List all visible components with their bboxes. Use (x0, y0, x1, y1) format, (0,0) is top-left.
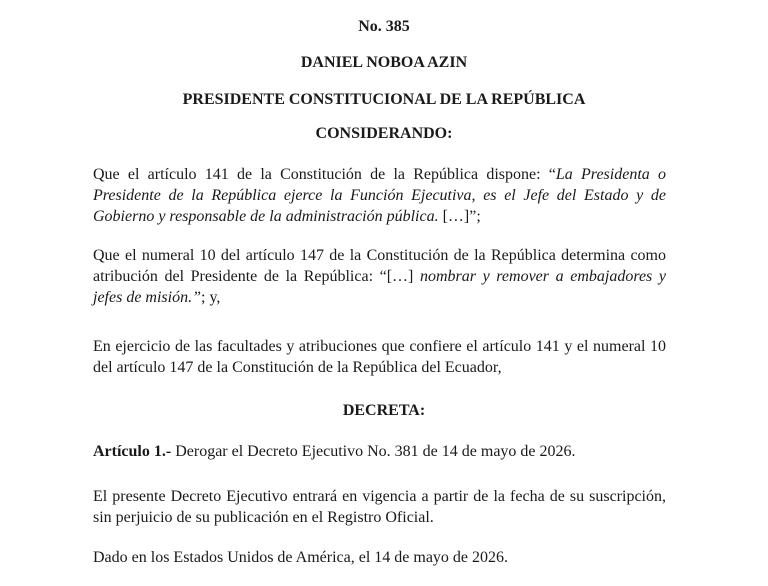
president-name: DANIEL NOBOA AZIN (300, 54, 468, 71)
paragraph-article-141 (93, 164, 666, 227)
paragraph-quote-open: “[…] (379, 268, 420, 285)
paragraph-tail: ; y, (201, 289, 221, 306)
paragraph-text: Que el artículo 141 de la Constitución de la República dispone: “ (93, 166, 556, 183)
article-text: Derogar el Decreto Ejecutivo No. 381 de 14 de mayo de 2026. (171, 443, 576, 460)
president-title: PRESIDENTE CONSTITUCIONAL DE LA REPÚBLICA (182, 91, 586, 108)
decree-number: No. 385 (358, 18, 410, 35)
article-1 (93, 441, 666, 462)
given-in: Dado en los Estados Unidos de América, el 14 de mayo de 2026. (93, 549, 509, 566)
paragraph-article-147 (93, 245, 666, 308)
paragraph-tail: […]”; (438, 208, 481, 225)
paragraph-quote: nombrar y remover a embajadores y jefes de misión.” (93, 268, 666, 306)
paragraph-exercise: En ejercicio de las facultades y atribuciones que confiere el artículo 141 y el numeral 10 del artículo 147 de la Constitución de la República del Ecuador, (93, 338, 666, 376)
paragraph-text: Que el numeral 10 del artículo 147 de la Constitución de la República determina como atribución del Presidente de la República: (93, 247, 666, 285)
paragraph-quote: La Presidenta o Presidente de la República ejerce la Función Ejecutiva, es el Jefe del Estado y de Gobierno y responsable de la administración pública. (93, 166, 666, 225)
decree-heading: DECRETA: (342, 402, 426, 419)
article-label: Artículo 1.- (93, 443, 172, 460)
paragraph-effect: El presente Decreto Ejecutivo entrará en vigencia a partir de la fecha de su suscripción, sin perjuicio de su publicación en el Registro Oficial. (93, 488, 666, 526)
considering-heading: CONSIDERANDO: (315, 125, 453, 142)
